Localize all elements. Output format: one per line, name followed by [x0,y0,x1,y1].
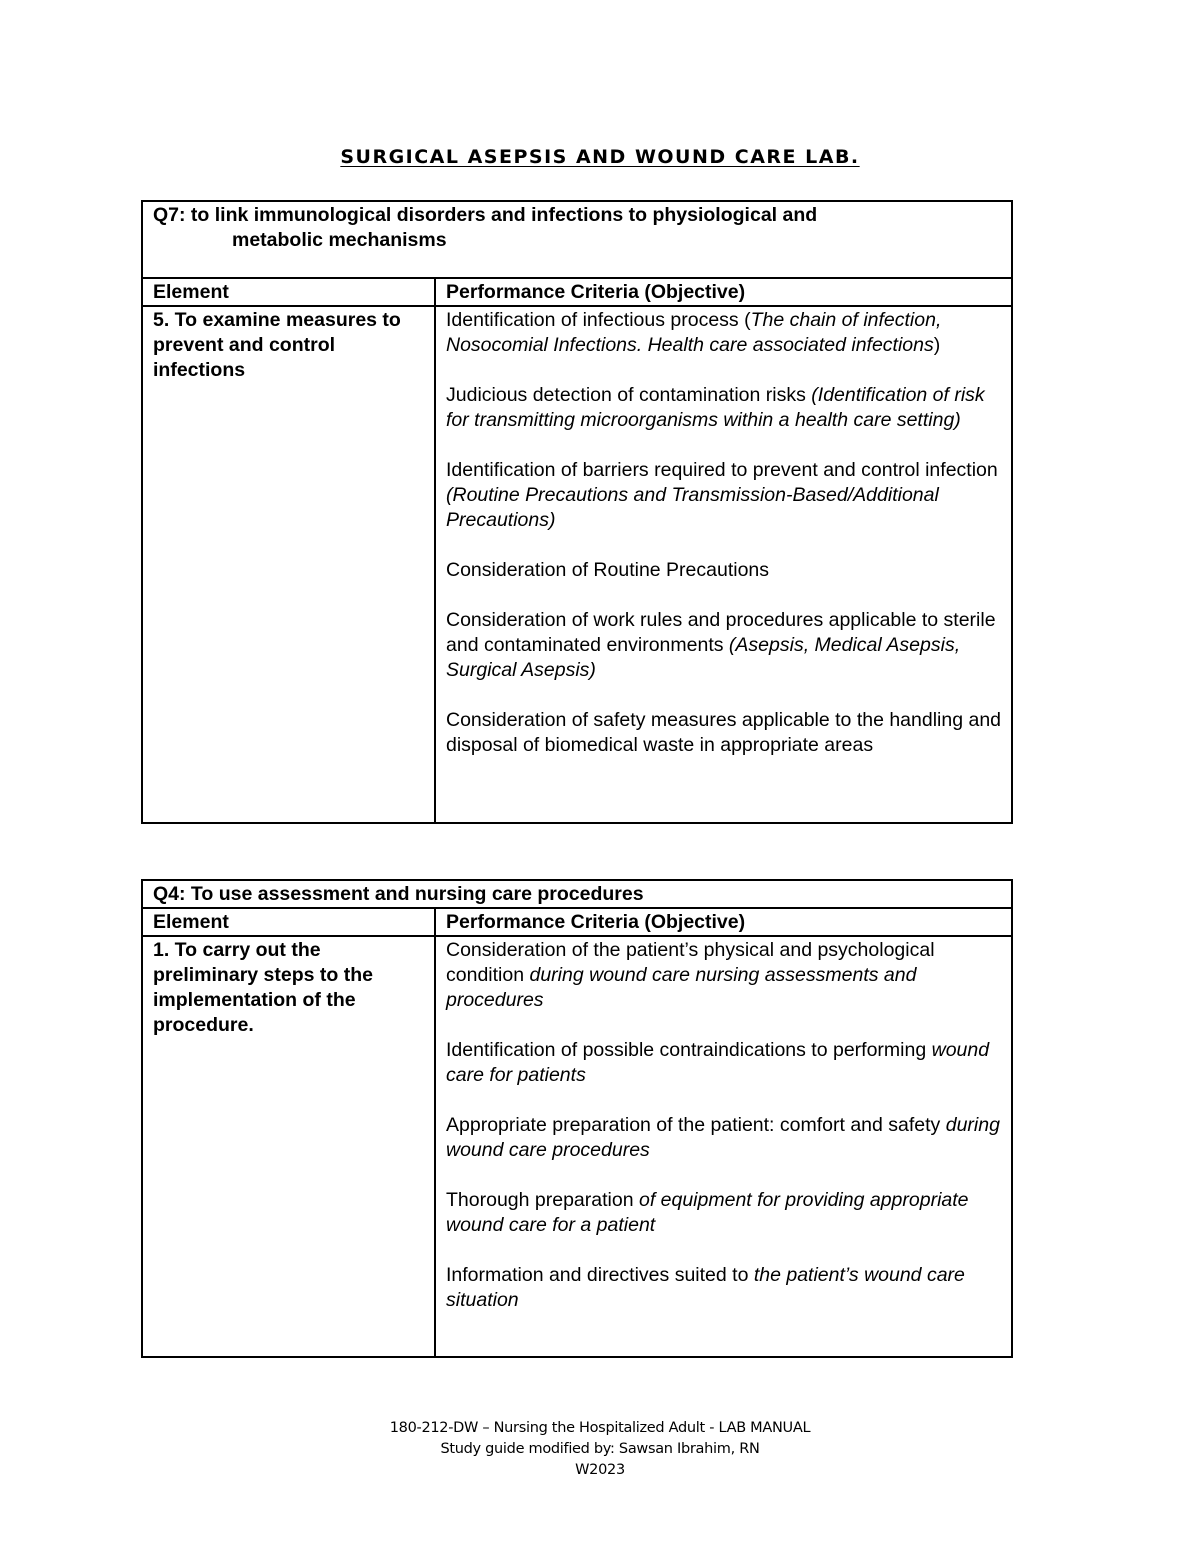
criterion-text: Identification of infectious process ( [446,309,751,331]
question-q7 [142,201,1012,278]
footer-term: W2023 [575,1462,625,1478]
criterion-detail: (Routine Precautions and Transmission-Based/Additional Precautions) [446,484,939,531]
footer-author: Study guide modified by: Sawsan Ibrahim, RN [440,1441,760,1457]
criterion-item [446,608,1001,683]
criterion-detail: of equipment for providing appropriate wound care for a patient [446,1189,969,1236]
element-cell: 5. To examine measures to prevent and control infections [142,306,435,823]
question-q4: Q4: To use assessment and nursing care procedures [142,880,1012,908]
criterion-text: Consideration of Routine Precautions [446,559,770,581]
criterion-item [446,708,1001,758]
criterion-detail: wound care for patients [446,1039,990,1086]
criterion-detail: during wound care procedures [446,1114,1000,1161]
column-header-criteria: Performance Criteria (Objective) [435,908,1012,936]
criterion-text: Consideration of safety measures applicable to the handling and disposal of biomedical waste in appropriate areas [446,709,1002,756]
element-cell: 1. To carry out the preliminary steps to the implementation of the procedure. [142,936,435,1357]
competency-table-q7 [141,200,1013,824]
criterion-text: Identification of possible contraindications to performing [446,1039,932,1061]
criterion-item [446,383,1001,433]
column-header-criteria: Performance Criteria (Objective) [435,278,1012,306]
question-line-2: metabolic mechanisms [232,229,447,251]
criterion-detail: the patient’s wound care situation [446,1264,965,1311]
criterion-tail: ) [933,334,941,356]
criterion-item [446,1188,1001,1238]
criterion-detail: during wound care nursing assessments and procedures [446,964,917,1011]
page-footer [0,1418,1200,1481]
criterion-text: Identification of barriers required to prevent and control infection [446,459,998,481]
column-header-element: Element [142,278,435,306]
criterion-detail: (Identification of risk for transmitting microorganisms within a health care setting) [446,384,985,431]
criterion-text: Information and directives suited to [446,1264,754,1286]
criterion-item [446,308,1001,358]
question-line-1: Q7: to link immunological disorders and infections to physiological and [153,204,818,226]
competency-table-q4 [141,879,1013,1358]
criterion-text: Appropriate preparation of the patient: comfort and safety [446,1114,946,1136]
criterion-item [446,1113,1001,1163]
criterion-detail: (Asepsis, Medical Asepsis, Surgical Asepsis) [446,634,961,681]
criterion-text: Consideration of the patient’s physical and psychological condition [446,939,935,986]
criterion-text: Consideration of work rules and procedures applicable to sterile and contaminated environments [446,609,996,656]
criterion-text: Thorough preparation [446,1189,639,1211]
criterion-item [446,458,1001,533]
column-header-element: Element [142,908,435,936]
criteria-cell [435,306,1012,823]
criterion-detail: The chain of infection, Nosocomial Infections. Health care associated infections [446,309,942,356]
criterion-item [446,558,1001,583]
criteria-cell [435,936,1012,1357]
criterion-item [446,1263,1001,1313]
criterion-item [446,1038,1001,1088]
criterion-text: Judicious detection of contamination risks [446,384,812,406]
footer-course: 180-212-DW – Nursing the Hospitalized Adult - LAB MANUAL [389,1420,811,1436]
page-title: SURGICAL ASEPSIS AND WOUND CARE LAB. [340,146,860,168]
criterion-item [446,938,1001,1013]
